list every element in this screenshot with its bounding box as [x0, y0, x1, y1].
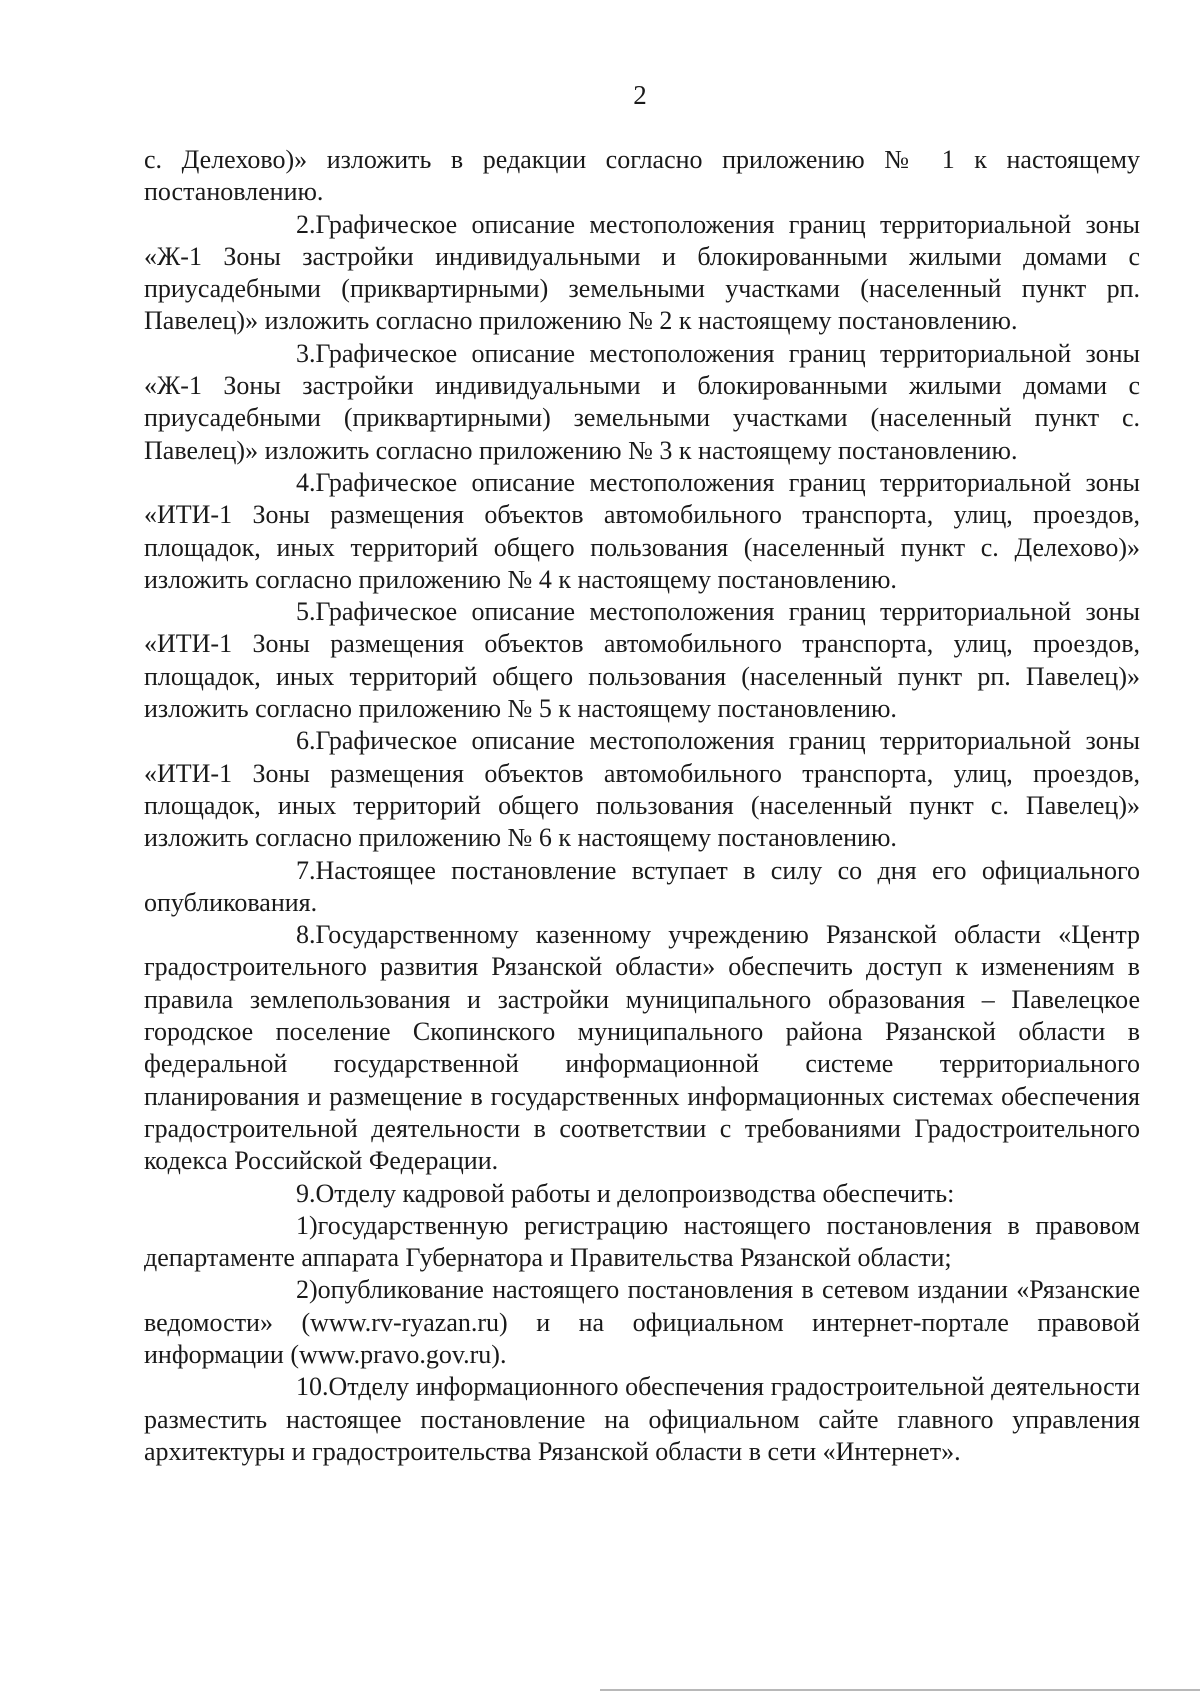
paragraph-text: опубликование настоящего постановления в сетевом издании «Рязанские ведомости» (www.rv-ryazan.ru) и на официальном интернет-портале правовой информации (www.pravo.gov.ru). — [144, 1275, 1140, 1369]
paragraph-text: Отделу кадровой работы и делопроизводства обеспечить: — [315, 1178, 955, 1208]
item-number: 4. — [296, 467, 316, 497]
paragraph-text: Графическое описание местоположения границ территориальной зоны «ИТИ-1 Зоны размещения объектов автомобильного транспорта, улиц, проездов, площадок, иных территорий общего пользования (населенный пункт с. Делехово)» изложить согласно приложению № 4 к настоящему постановлению. — [144, 467, 1140, 594]
paragraph-text: государственную регистрацию настоящего постановления в правовом департаменте аппарата Губернатора и Правительства Рязанской области; — [144, 1210, 1140, 1273]
paragraph-item-4 — [144, 467, 1140, 596]
item-number: 9. — [296, 1178, 316, 1208]
paragraph-item-2 — [144, 209, 1140, 338]
item-number: 1) — [296, 1210, 318, 1240]
item-number: 7. — [296, 855, 316, 885]
paragraph-text: Отделу информационного обеспечения градостроительной деятельности разместить настоящее постановление на официальном сайте главного управления архитектуры и градостроительства Рязанской области в сети «Интернет». — [144, 1372, 1140, 1466]
paragraph-text: Графическое описание местоположения границ территориальной зоны «Ж-1 Зоны застройки индивидуальными и блокированными жилыми домами с приусадебными (приквартирными) земельными участками (населенный пункт с. Павелец)» изложить согласно приложению № 3 к настоящему постановлению. — [144, 338, 1140, 465]
paragraph-item-9 — [144, 1178, 1140, 1210]
paragraph-item-6 — [144, 725, 1140, 854]
item-number: 2) — [296, 1275, 318, 1305]
page-number: 2 — [633, 80, 647, 110]
paragraph-item-7 — [144, 855, 1140, 920]
paragraph-text: Настоящее постановление вступает в силу со дня его официального опубликования. — [144, 855, 1140, 917]
paragraph-text: Графическое описание местоположения границ территориальной зоны «ИТИ-1 Зоны размещения объектов автомобильного транспорта, улиц, проездов, площадок, иных территорий общего пользования (населенный пункт с. Павелец)» изложить согласно приложению № 6 к настоящему постановлению. — [144, 726, 1140, 853]
paragraph-item-8 — [144, 919, 1140, 1177]
item-number: 5. — [296, 597, 316, 627]
item-number: 3. — [296, 338, 316, 368]
paragraph-subitem-1 — [144, 1210, 1140, 1275]
paragraph-subitem-2 — [144, 1274, 1140, 1371]
paragraph-text: Графическое описание местоположения границ территориальной зоны «ИТИ-1 Зоны размещения объектов автомобильного транспорта, улиц, проездов, площадок, иных территорий общего пользования (населенный пункт рп. Павелец)» изложить согласно приложению № 5 к настоящему постановлению. — [144, 597, 1140, 724]
paragraph-item-10 — [144, 1371, 1140, 1468]
paragraph-text: с. Делехово)» изложить в редакции согласно приложению № 1 к настоящему постановлению. — [144, 145, 1140, 207]
document-body — [144, 144, 1140, 1468]
paragraph-text: Графическое описание местоположения границ территориальной зоны «Ж-1 Зоны застройки индивидуальными и блокированными жилыми домами с приусадебными (приквартирными) земельными участками (населенный пункт рп. Павелец)» изложить согласно приложению № 2 к настоящему постановлению. — [144, 209, 1140, 336]
item-number: 6. — [296, 726, 316, 756]
scan-edge-line — [600, 1689, 1200, 1691]
item-number: 2. — [296, 209, 316, 239]
paragraph-item-5 — [144, 596, 1140, 725]
paragraph-text: Государственному казенному учреждению Рязанской области «Центр градостроительного развития Рязанской области» обеспечить доступ к изменениям в правила землепользования и застройки муниципального образования – Павелецкое городское поселение Скопинского муниципального района Рязанской области в федеральной государственной информационной системе территориального планирования и размещение в государственных информационных системах обеспечения градостроительной деятельности в соответствии с требованиями Градостроительного кодекса Российской Федерации. — [144, 920, 1140, 1176]
item-number: 8. — [296, 920, 316, 950]
paragraph-item-3 — [144, 338, 1140, 467]
paragraph-continuation — [144, 144, 1140, 209]
item-number: 10. — [296, 1372, 329, 1402]
